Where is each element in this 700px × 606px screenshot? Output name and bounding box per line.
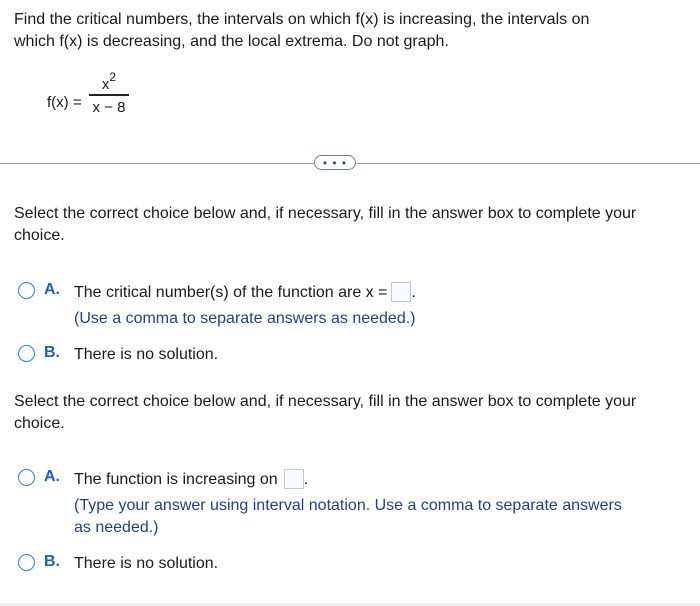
question-prompt-line-2: which f(x) is decreasing, and the local extrema. Do not graph. xyxy=(14,33,449,50)
part2-choice-a-radio[interactable] xyxy=(18,469,35,486)
part2-choice-b-text: There is no solution. xyxy=(74,555,219,572)
part1-choice-a-radio[interactable] xyxy=(18,282,35,299)
function-fraction xyxy=(89,72,129,116)
part2-choice-b-radio[interactable] xyxy=(18,554,35,571)
fraction-numerator xyxy=(89,72,129,94)
fraction-denominator: x − 8 xyxy=(92,98,126,116)
part1-choice-b-text: There is no solution. xyxy=(74,346,219,363)
part2-choice-a-hint-line-2: as needed.) xyxy=(74,519,159,536)
part1-choice-b-letter: B. xyxy=(44,344,60,361)
part2-choice-a xyxy=(74,469,308,491)
question-prompt-line-1: Find the critical numbers, the intervals on which f(x) is increasing, the intervals on xyxy=(14,11,590,28)
fraction-bar xyxy=(89,94,129,96)
part1-choice-a-letter: A. xyxy=(44,281,60,298)
part2-instruction-line-1: Select the correct choice below and, if necessary, fill in the answer box to complete your xyxy=(14,393,637,410)
divider-left xyxy=(0,163,314,164)
part1-instruction-line-2: choice. xyxy=(14,227,65,244)
more-options-button[interactable]: • • • xyxy=(314,155,356,170)
critical-numbers-answer-box[interactable] xyxy=(391,282,411,302)
numerator-base: x xyxy=(101,76,110,93)
part2-instruction-line-2: choice. xyxy=(14,415,65,432)
part1-choice-a-text: The critical number(s) of the function are x = xyxy=(74,284,388,301)
part1-choice-a-period: . xyxy=(411,284,416,301)
part2-choice-a-letter: A. xyxy=(44,468,60,485)
part1-instruction-line-1: Select the correct choice below and, if necessary, fill in the answer box to complete your xyxy=(14,205,637,222)
part2-choice-b-letter: B. xyxy=(44,553,60,570)
increasing-interval-answer-box[interactable] xyxy=(284,469,304,489)
part2-choice-a-period: . xyxy=(303,471,309,488)
part1-choice-a-hint: (Use a comma to separate answers as needed.) xyxy=(74,310,416,327)
part1-choice-a xyxy=(74,282,416,304)
numerator-exponent: 2 xyxy=(109,70,117,84)
part2-choice-a-hint-line-1: (Type your answer using interval notation. Use a comma to separate answers xyxy=(74,497,622,514)
part1-choice-b-radio[interactable] xyxy=(18,345,35,362)
part2-choice-a-text: The function is increasing on xyxy=(74,471,278,488)
divider-right xyxy=(357,163,700,164)
function-lhs: f(x) = xyxy=(47,94,82,111)
